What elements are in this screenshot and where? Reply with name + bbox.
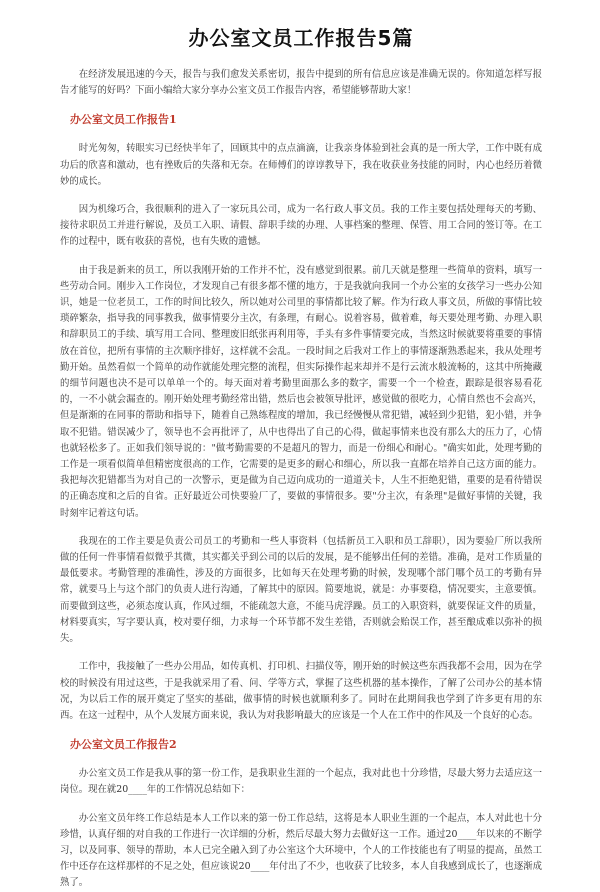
document-title: 办公室文员工作报告5篇 (188, 26, 414, 50)
body-paragraph: 我现在的工作主要是负责公司员工的考勤和一些人事资料（包括新员工入职和员工辞职），因为要验厂所以我所做的任何一件事情看似微乎其微，其实都关乎到公司的以后的发展，是不能够出任何的差错。准确，是对工作质量的最低要求。考勤管理的准确性，涉及的方面很多，比如每天在处理考勤的时候，发现哪个部门哪个员工的考勤有异常，就要马上与这个部门的负责人进行沟通，了解其中的原因。简要地说，就是：办事要稳，情况要实，主意要慎。而要做到这些，必须态度认真，作风过细，不能疏忽大意，不能马虎浮躁。员工的入职资料，就要保证文件的质量，材料要真实，写字要认真，校对要仔细，力求每一个环节都不发生差错，否则就会贻误工作，甚至酿成难以弥补的损失。 (60, 535, 542, 645)
section-heading: 办公室文员工作报告2 (70, 738, 177, 752)
section-2 (60, 736, 542, 891)
body-paragraph: 工作中，我接触了一些办公用品，如传真机、打印机、扫描仪等，刚开始的时候这些东西我都不会用，因为在学校的时候没有用过这些，于是我就采用了看、问、学等方式，掌握了这些机器的基本操作，了解了公司办公的基本情况，为以后工作的展开奠定了坚实的基础，做事情的时候也就顺利多了。同时在此期间我也学到了许多更有用的东西。在这一过程中，从个人发展方面来说，我认为对我影响最大的应该是一个人在工作中的作风及一个良好的心态。 (60, 661, 542, 721)
body-paragraph: 办公室文员工作是我从事的第一份工作，是我职业生涯的一个起点，我对此也十分珍惜，尽最大努力去适应这一岗位。现在就20____年的工作情况总结如下： (60, 768, 542, 796)
section-heading: 办公室文员工作报告1 (70, 113, 177, 127)
body-paragraph: 办公室文员年终工作总结是本人工作以来的第一份工作总结，这将是本人职业生涯的一个起点，本人对此也十分珍惜，认真仔细的对自我的工作进行一次详细的分析，然后尽最大努力去做好这一工作。通过20____年以来的不断学习，以及同事、领导的帮助，本人已完全融入到了办公室这个大环境中，个人的工作技能也有了明显的提高，虽然工作中还存在这样那样的不足之处，但应该说20____年付出了不少，也收获了比较多，本人自我感到成长了，也逐渐成熟了。 (60, 812, 542, 889)
section-1 (60, 111, 542, 724)
body-paragraph: 由于我是新来的员工，所以我刚开始的工作并不忙，没有感觉到很累。前几天就是整理一些简单的资料，填写一些劳动合同。刚步入工作岗位，才发现自己有很多都不懂的地方，于是我就向我同一个办公室的女孩学习一些办公知识，她是一位老员工，工作的时间比较久，所以她对公司里的事情都比较了解。作为行政人事文员，所做的事情比较琐碎繁杂，指导我的同事教我，做事情要分主次，有条理，有耐心。说着容易，做着难，每天要处理考勤、办理入职和辞职员工的手续、填写用工合同、整理废旧纸张再利用等，手头有多件事情要完成，当然这时候就要将重要的事情放在首位，把所有事情的主次顺序排好，这样就不会乱。一段时间之后我对工作上的事情逐渐熟悉起来，我从处理考勤开始。虽然看似一个简单的动作就能处理完整的流程，但实际操作起来却并不是行云流水般流畅的，这其中所掩藏的细节问题也决不是可以单单一个的。每天面对着考勤里面那么多的数字，需要一个一个检查，跟踪是很容易看花的，一不小就会漏查的。刚开始处理考勤经常出错，然后也会被领导批评，感觉做的很吃力，心情自然也不会高兴，但是渐渐的在同事的帮助和指导下，随着自己熟练程度的增加，我已经慢慢从常犯错，减轻到少犯错，犯小错，并争取不犯错。错误减少了，领导也不会再批评了，从中也得出了自己的心得，做起事情来也没有那么大的压力了，心情也就轻松多了。正如我们领导说的："做考勤需要的不是超凡的智力，而是一份细心和耐心。"确实如此，处理考勤的工作是一项看似简单但精密度很高的工作，它需要的是更多的耐心和细心，所以我一直都在培养自己这方面的能力。我把每次犯错都当为对自己的一次警示，更是做为自己迈向成功的一道道关卡，人生不拒绝犯错，重要的是看待错误的正确态度和之后的自省。正好最近公司快要验厂了，要做的事情很多。要"分主次，有条理"是做好事情的关键，我时刻牢记着这句话。 (60, 264, 542, 519)
intro-paragraph: 在经济发展迅速的今天，报告与我们愈发关系密切，报告中提到的所有信息应该是准确无误的。你知道怎样写报告才能写的好吗？下面小编给大家分享办公室文员工作报告内容，希望能够帮助大家！ (60, 69, 542, 97)
body-paragraph: 时光匆匆，转眼实习已经快半年了，回顾其中的点点滴滴，让我亲身体验到社会真的是一所大学，工作中既有成功后的欣喜和激动，也有挫败后的失落和无奈。在师傅们的谆谆教导下，我在收获业务技能的同时，内心也经历着微妙的成长。 (60, 143, 542, 187)
body-paragraph: 因为机缘巧合，我很顺利的进入了一家玩具公司，成为一名行政人事文员。我的工作主要包括处理每天的考勤、接待求职员工并进行解说，及员工入职、请假、辞职手续的办理、人事档案的整理、保管、用工合同的签订等。在工作的过程中，既有收获的喜悦，也有失败的遗憾。 (60, 204, 542, 248)
